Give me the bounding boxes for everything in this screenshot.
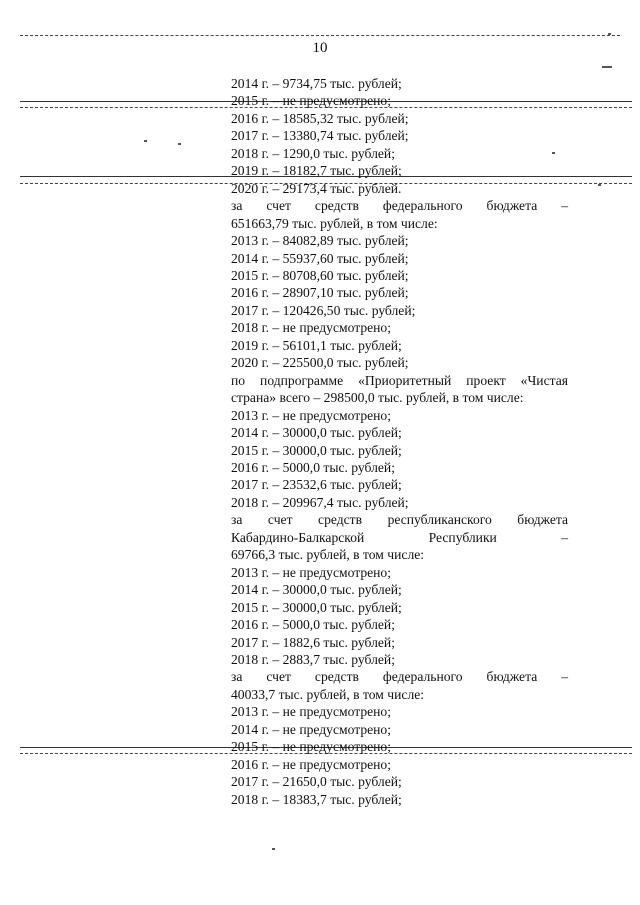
text-line: 2019 г. – 18182,7 тыс. рублей; [231,163,402,179]
text-line: за счет средств федерального бюджета – [231,669,568,685]
scan-speck [608,33,611,35]
text-line: 2014 г. – 9734,75 тыс. рублей; [231,76,402,91]
text-line: 2016 г. – 18585,32 тыс. рублей; [231,110,409,126]
text-line: 2015 г. – не предусмотрено; [231,93,392,109]
text-line: 2018 г. – не предусмотрено; [231,320,392,336]
text-line: 2017 г. – 1882,6 тыс. рублей; [231,634,395,650]
text-line: 2020 г. – 225500,0 тыс. рублей; [231,355,409,371]
text-line: 2014 г. – не предусмотрено; [231,721,392,737]
text-line: 2015 г. – 80708,60 тыс. рублей; [231,267,409,283]
text-line: 2014 г. – 30000,0 тыс. рублей; [231,425,402,441]
page-number: 10 [312,40,328,56]
text-line: 2020 г. – 29173,4 тыс. рублей. [231,180,402,196]
scan-speck [178,143,181,145]
text-line: 2016 г. – не предусмотрено; [231,756,392,772]
text-line: 2016 г. – 5000,0 тыс. рублей; [231,617,395,633]
text-line: 2018 г. – 18383,7 тыс. рублей; [231,791,402,807]
text-line: 2013 г. – не предусмотрено; [231,564,392,580]
text-line: 2015 г. – 30000,0 тыс. рублей; [231,442,402,458]
text-line: 2018 г. – 1290,0 тыс. рублей; [231,145,395,161]
text-line: по подпрограмме «Приоритетный проект «Чистая [231,372,568,388]
text-line: 2014 г. – 30000,0 тыс. рублей; [231,582,402,598]
text-line: 2017 г. – 23532,6 тыс. рублей; [231,477,402,493]
scan-artifact-line [20,35,620,36]
text-line: 2017 г. – 21650,0 тыс. рублей; [231,774,402,790]
text-line: 2016 г. – 5000,0 тыс. рублей; [231,459,395,475]
text-line: 2013 г. – 84082,89 тыс. рублей; [231,233,409,249]
text-line: страна» всего – 298500,0 тыс. рублей, в том числе: [231,390,524,406]
scan-speck [598,184,601,186]
text-line: 2013 г. – не предусмотрено; [231,407,392,423]
text-line: за счет средств федерального бюджета – [231,198,568,214]
text-line: 2017 г. – 13380,74 тыс. рублей; [231,128,409,144]
scan-speck [272,848,275,850]
text-line: 2018 г. – 2883,7 тыс. рублей; [231,651,395,667]
text-line: 2013 г. – не предусмотрено; [231,704,392,720]
text-line: 2014 г. – 55937,60 тыс. рублей; [231,250,409,266]
text-line: 2017 г. – 120426,50 тыс. рублей; [231,302,416,318]
document-body [231,75,568,808]
text-line: 2016 г. – 28907,10 тыс. рублей; [231,285,409,301]
scan-speck [602,66,612,68]
scan-speck [144,140,147,142]
text-line: 69766,3 тыс. рублей, в том числе: [231,547,425,563]
text-line: 2015 г. – 30000,0 тыс. рублей; [231,599,402,615]
text-line: 40033,7 тыс. рублей, в том числе: [231,686,425,702]
text-line: 2019 г. – 56101,1 тыс. рублей; [231,337,402,353]
text-line: 2015 г. – не предусмотрено; [231,739,392,755]
text-line: за счет средств республиканского бюджета [231,512,568,528]
text-line: 2018 г. – 209967,4 тыс. рублей; [231,494,409,510]
text-line: Кабардино-Балкарской Республики – [231,529,568,545]
text-line: 651663,79 тыс. рублей, в том числе: [231,215,438,231]
